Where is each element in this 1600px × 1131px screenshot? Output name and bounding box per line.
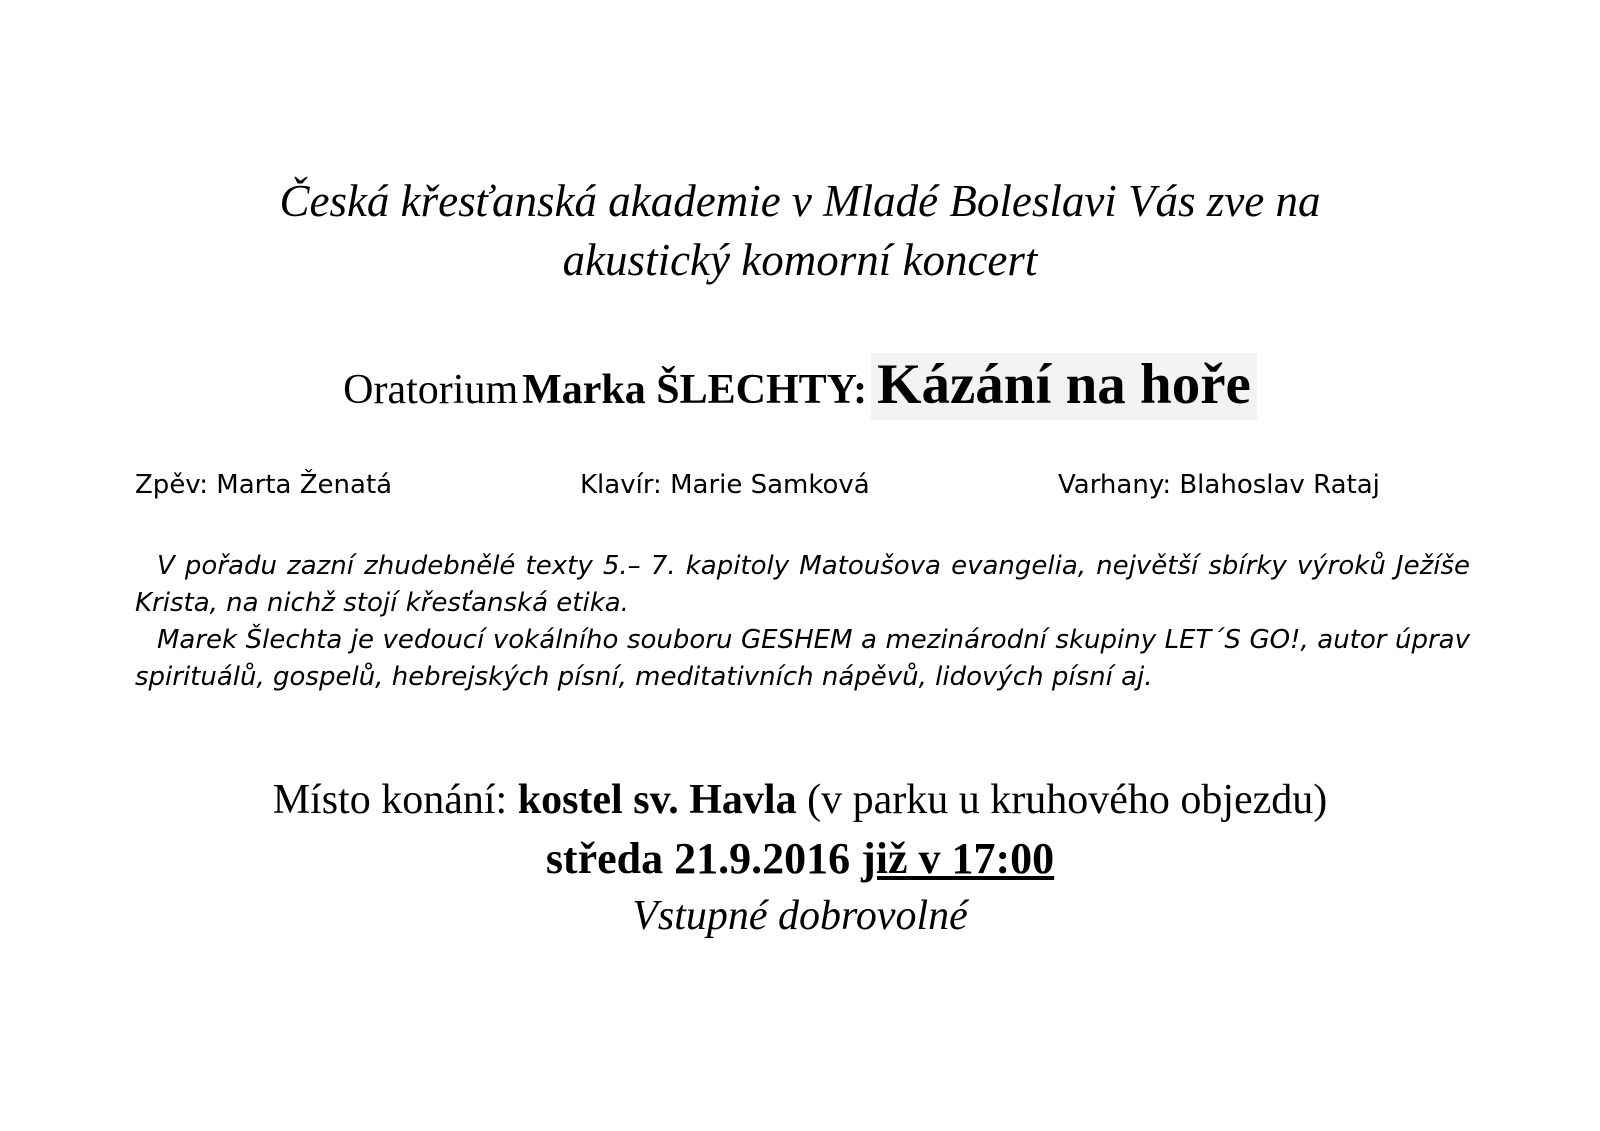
concert-title [0, 352, 1600, 417]
performer-vocals: Zpěv: Marta Ženatá [135, 470, 393, 500]
description-paragraph-2: Marek Šlechta je vedoucí vokálního souboru GESHEM a mezinárodní skupiny LET´S GO!, autor úprav spirituálů, gospelů, hebrejských písní, meditativních nápěvů, lidových písní aj. [135, 625, 1470, 692]
invitation-line-1: Česká křesťanská akademie v Mladé Boleslavi Vás zve na [279, 176, 1321, 226]
invitation-heading [0, 172, 1600, 290]
entry-fee: Vstupné dobrovolné [632, 893, 968, 939]
venue-note: (v parku u kruhového objezdu) [807, 777, 1328, 823]
title-composer: Marka ŠLECHTY: [522, 367, 868, 413]
title-oratorium: Oratorium [343, 367, 519, 413]
venue-label: Místo konání: [272, 777, 508, 823]
date-time-line [0, 830, 1600, 888]
title-work: Kázání na hoře [871, 353, 1257, 420]
invitation-line-2: akustický komorní koncert [562, 235, 1038, 285]
concert-description [135, 548, 1470, 696]
venue-place: kostel sv. Havla [517, 777, 797, 823]
performer-organ: Varhany: Blahoslav Rataj [1058, 470, 1380, 500]
event-time: již v 17:00 [861, 834, 1055, 883]
event-date: středa 21.9.2016 [545, 834, 851, 883]
description-paragraph-1: V pořadu zazní zhudebnělé texty 5.– 7. kapitoly Matoušova evangelia, největší sbírky výroků Ježíše Krista, na nichž stojí křesťanská etika. [135, 551, 1470, 618]
venue-line [0, 772, 1600, 828]
performer-piano: Klavír: Marie Samková [580, 470, 870, 500]
